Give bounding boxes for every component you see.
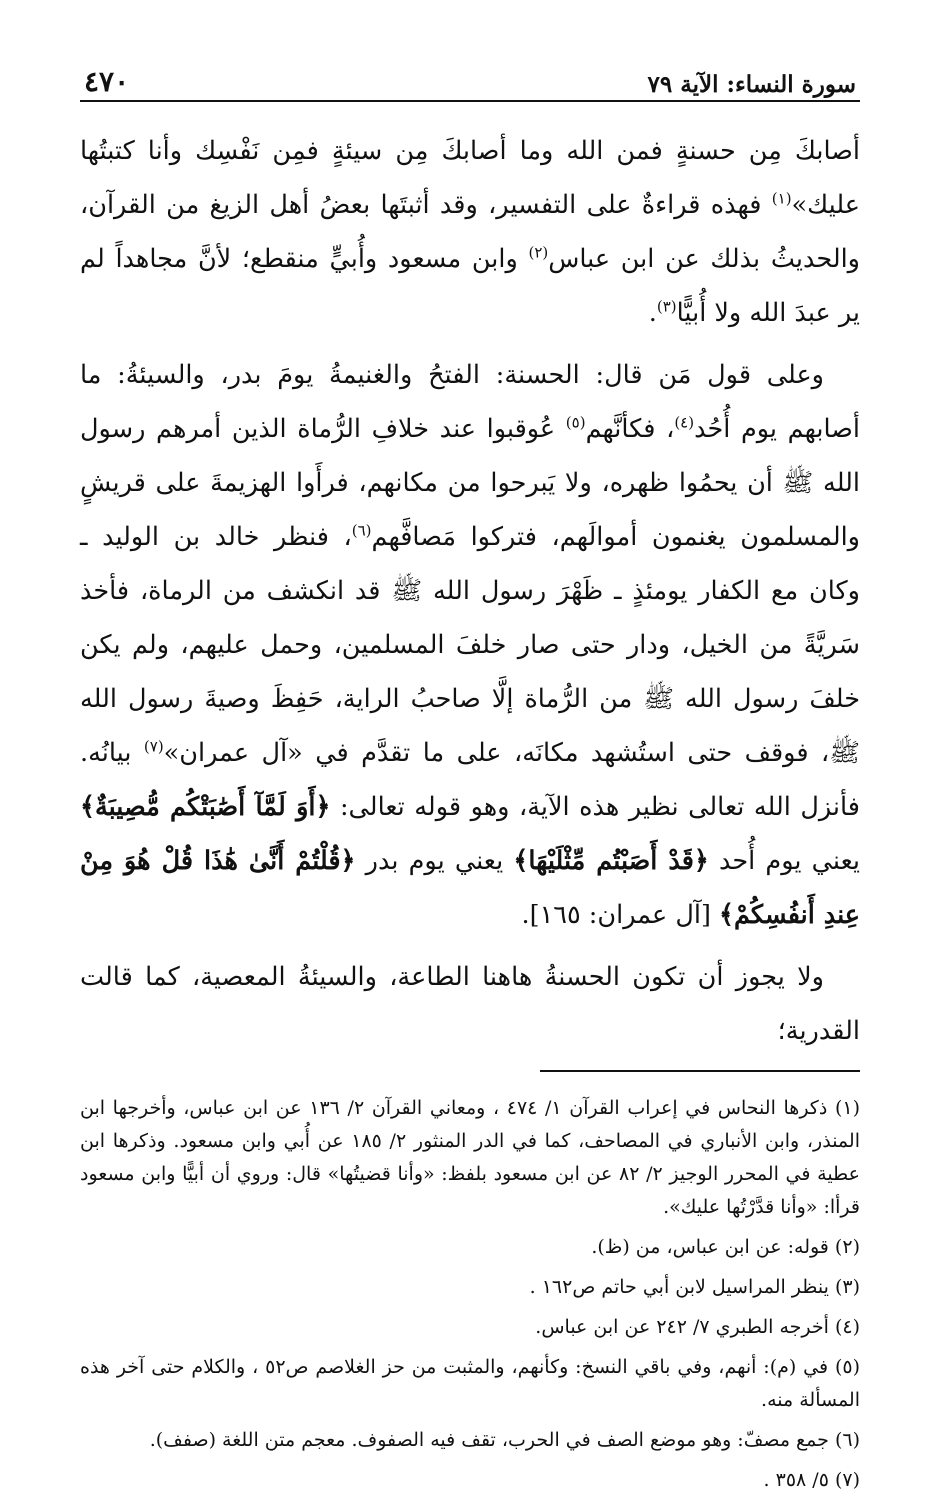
paragraph-2-text-4: ، فنظر خالد بن الوليد ـ وكان مع الكفار يومئذٍ ـ ظَهْرَ رسول الله ﷺ قد انكشف من الرماة، فأخذ سَريَّةً من الخيل، ودار حتى صار خلفَ المسلمين، وحمل عليهم، ولم يكن خلفَ رسول الله ﷺ من الرُّماة إلَّا صاحبُ الراية، حَفِظَ وصيةَ رسول الله ﷺ، فوقف حتى استُشهد مكانَه، على ما تقدَّم في «آل عمران» — [80, 522, 860, 768]
footnotes — [80, 1092, 860, 1497]
paragraph-1-text-2: فهذه قراءةٌ على التفسير، وقد أثبتَها بعضُ أهل الزيغ من القرآن، والحديثُ بذلك عن ابن عباس — [80, 190, 860, 274]
footnote-ref-1[interactable]: (١) — [771, 189, 792, 208]
paragraph-1-text-3: وابن مسعود وأُبيٍّ منقطع؛ لأنَّ مجاهداً لم ير عبدَ الله ولا أُبيًّا — [80, 244, 860, 328]
quran-quote-2: ﴿قَدْ أَصَبْتُم مِّثْلَيْهَا﴾ — [513, 846, 709, 876]
paragraph-2-text-1: وعلى قول مَن قال: الحسنة: الفتحُ والغنيمةُ يومَ بدر، والسيئةُ: ما أصابهم يوم أُحُد — [80, 360, 860, 444]
paragraph-2-text-7: يعني يوم بدر — [355, 846, 514, 876]
paragraph-2-text-6: يعني يوم أُحد — [708, 846, 860, 876]
footnote-4: (٤) أخرجه الطبري ٧/ ٢٤٢ عن ابن عباس. — [535, 1316, 860, 1338]
footnote-1: (١) ذكرها النحاس في إعراب القرآن ١/ ٤٧٤ ، ومعاني القرآن ٢/ ١٣٦ عن ابن عباس، وأخرجها ابن المنذر، وابن الأنباري في المصاحف، كما في الدر المنثور ٢/ ١٨٥ عن أُبي وابن مسعود. وذكرها ابن عطية في المحرر الوجيز ٢/ ٨٢ عن ابن مسعود بلفظ: «وأنا قضيتُها» قال: وروي أن أبيًّا وابن مسعود قرأا: «وأنا قدَّرْتُها عليك». — [80, 1097, 861, 1218]
footnote-ref-3[interactable]: (٣) — [656, 297, 677, 316]
paragraph-2-text-2: ، فكأنَّهم — [585, 414, 675, 444]
paragraph-3: ولا يجوز أن تكون الحسنةُ هاهنا الطاعة، والسيئةُ المعصية، كما قالت القدرية؛ — [80, 962, 860, 1046]
paragraph-2 — [80, 348, 860, 942]
main-text — [80, 124, 860, 1058]
footnote-2: (٢) قوله: عن ابن عباس، من (ظ). — [591, 1236, 860, 1258]
page-header — [80, 58, 860, 102]
footnote-ref-2[interactable]: (٢) — [528, 243, 549, 262]
paragraph-2-text-5: بيانُه. فأنزل الله تعالى نظير هذه الآية، وهو قوله تعالى: — [80, 738, 860, 822]
footnote-3: (٣) ينظر المراسيل لابن أبي حاتم ص١٦٢ . — [529, 1276, 860, 1298]
quran-quote-1: ﴿أَوَ لَمَّآ أَصَٰبَتْكُم مُّصِيبَةٌ﴾ — [80, 792, 331, 822]
paragraph-1-text-4: . — [648, 298, 657, 328]
footnote-6: (٦) جمع مصفّ: وهو موضع الصف في الحرب، تقف فيه الصفوف. معجم متن اللغة (صفف). — [149, 1429, 860, 1451]
quran-quote-3: ﴿قُلْتُمْ أَنَّىٰ هَٰذَا قُلْ هُوَ مِنْ عِندِ أَنفُسِكُمْ﴾ — [80, 846, 860, 930]
paragraph-2-text-3: عُوقبوا عند خلافِ الرُّماة الذين أمرهم رسول الله ﷺ أن يحمُوا ظهره، ولا يَبرحوا من مكانهم، فرأَوا الهزيمةَ على قريشٍ والمسلمون يغنمون أموالَهم، فتركوا مَصافَّهم — [80, 414, 860, 552]
footnote-5: (٥) في (م): أنهم، وفي باقي النسخ: وكأنهم، والمثبت من حز الغلاصم ص٥٢ ، والكلام حتى آخر هذه المسألة منه. — [80, 1356, 861, 1411]
footnote-separator — [540, 1070, 860, 1072]
paragraph-1-text: أصابكَ مِن حسنةٍ فمن الله وما أصابكَ مِن سيئةٍ فمِن نَفْسِك وأنا كتبتُها عليك» — [80, 136, 860, 220]
footnote-ref-5[interactable]: (٥) — [565, 413, 586, 432]
footnote-ref-6[interactable]: (٦) — [351, 521, 372, 540]
page-number: ٤٧٠ — [84, 65, 130, 98]
footnote-ref-7[interactable]: (٧) — [143, 737, 164, 756]
footnote-ref-4[interactable]: (٤) — [674, 413, 695, 432]
footnote-7: (٧) ٥/ ٣٥٨ . — [763, 1469, 860, 1491]
paragraph-2-text-8: [آل عمران: ١٦٥]. — [521, 900, 719, 930]
running-title: سورة النساء: الآية ٧٩ — [647, 71, 856, 98]
paragraph-1 — [80, 124, 860, 340]
